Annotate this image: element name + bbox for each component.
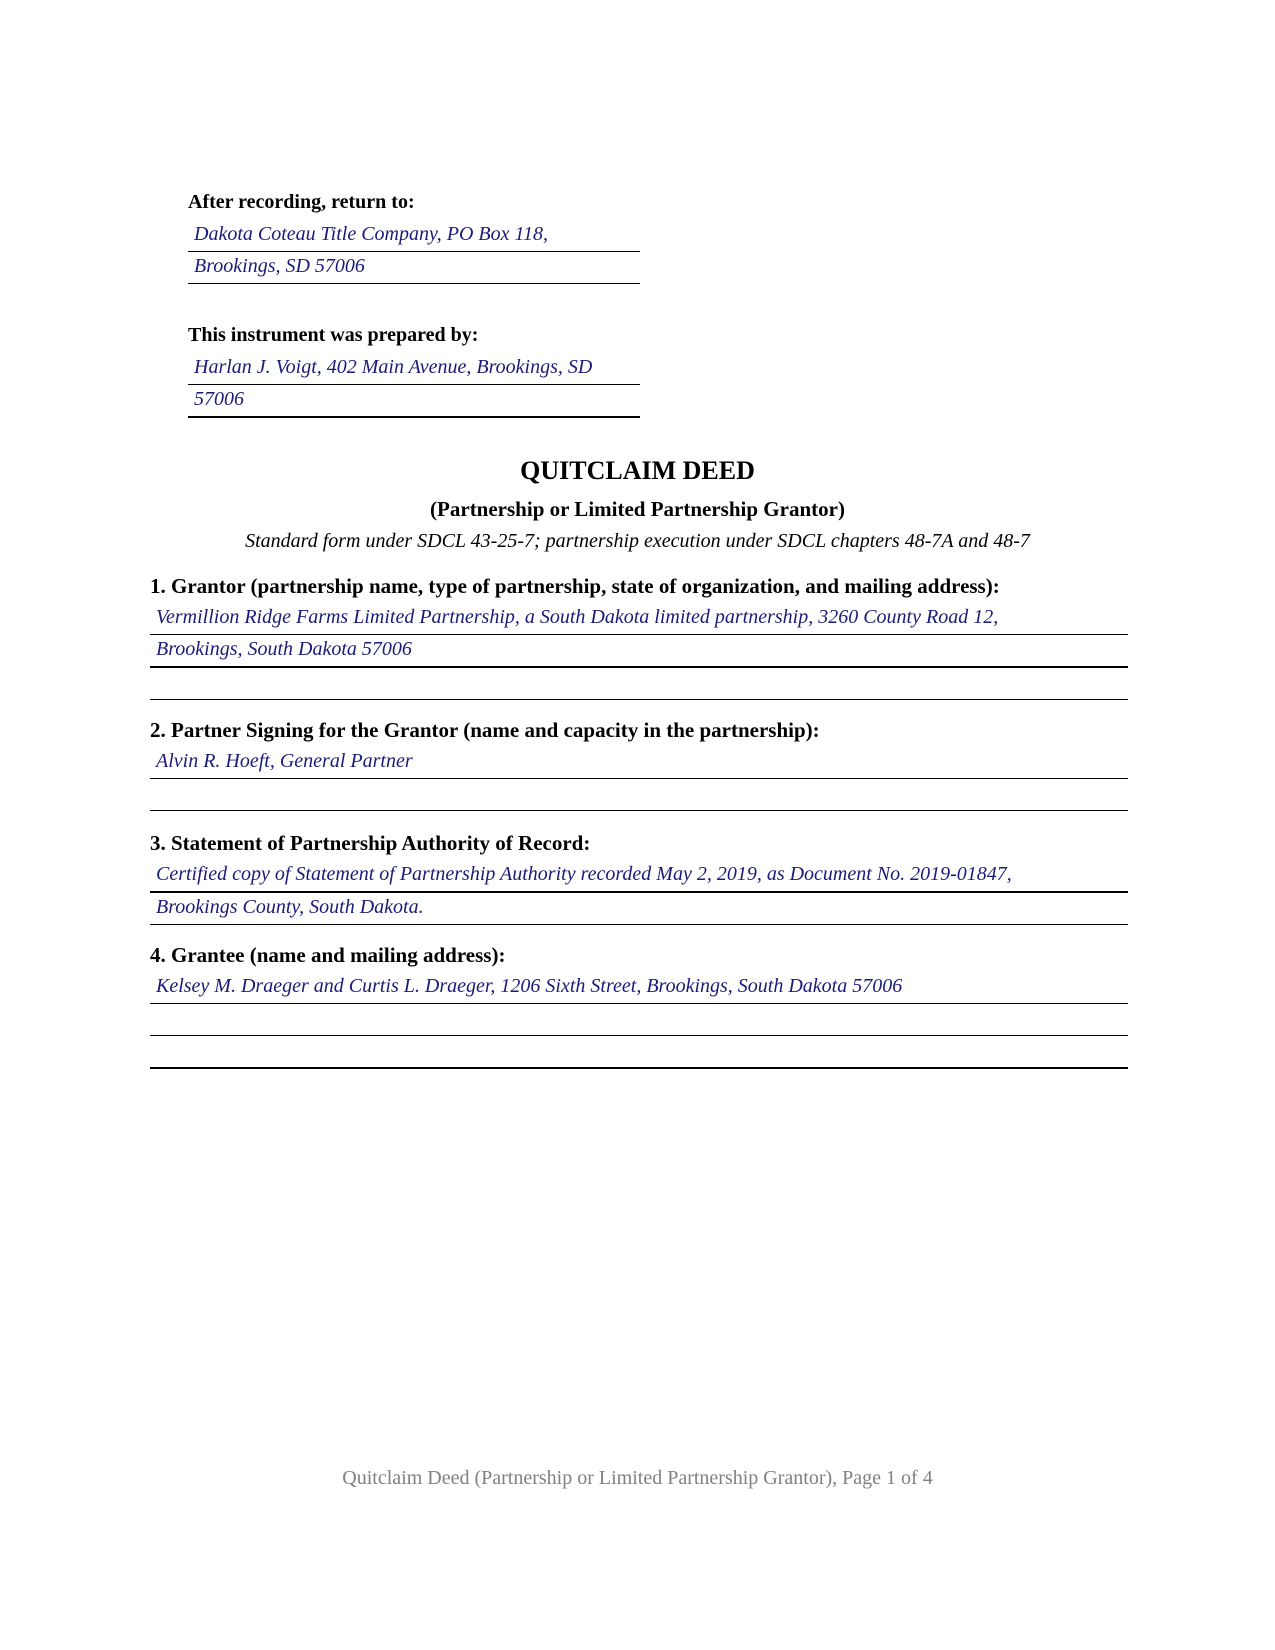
section-partner-heading: 2. Partner Signing for the Grantor (name and capacity in the partnership):: [150, 718, 820, 742]
grantee-line-2: [150, 1004, 1128, 1036]
document-subtitle: (Partnership or Limited Partnership Grantor): [430, 497, 845, 521]
standard-form-note: Standard form under SDCL 43-25-7; partnership execution under SDCL chapters 48-7A and 48-7: [245, 530, 1030, 552]
prepared-by-heading: This instrument was prepared by:: [188, 324, 479, 346]
prepared-by-block: [188, 323, 640, 418]
section-authority-heading: 3. Statement of Partnership Authority of Record:: [150, 831, 591, 855]
return-to-block: [188, 190, 640, 284]
section-grantee-heading: 4. Grantee (name and mailing address):: [150, 943, 506, 967]
return-to-text-1: Dakota Coteau Title Company, PO Box 118,: [194, 223, 549, 245]
grantee-text-1: Kelsey M. Draeger and Curtis L. Draeger, 1206 Sixth Street, Brookings, South Dakota 57006: [156, 975, 903, 997]
grantor-line-2: [150, 635, 1128, 668]
prepared-by-line-2: [188, 385, 640, 418]
authority-line-2: [150, 893, 1128, 925]
section-grantor: [150, 573, 1128, 700]
section-partner-signing: [150, 717, 1128, 811]
page-footer: Quitclaim Deed (Partnership or Limited Partnership Grantor), Page 1 of 4: [342, 1467, 933, 1489]
return-to-heading: After recording, return to:: [188, 191, 415, 213]
section-partnership-authority: [150, 830, 1128, 925]
grantee-line-1: [150, 972, 1128, 1004]
partner-line-2: [150, 779, 1128, 811]
authority-line-1: [150, 860, 1128, 893]
authority-text-1: Certified copy of Statement of Partnership Authority recorded May 2, 2019, as Document No. 2019-01847,: [156, 863, 1012, 885]
return-to-line-2: [188, 252, 640, 284]
authority-text-2: Brookings County, South Dakota.: [156, 896, 424, 918]
return-to-line-1: [188, 220, 640, 252]
return-to-text-2: Brookings, SD 57006: [194, 255, 365, 277]
partner-text-1: Alvin R. Hoeft, General Partner: [156, 750, 413, 772]
grantor-text-1: Vermillion Ridge Farms Limited Partnership, a South Dakota limited partnership, 3260 County Road 12,: [156, 606, 999, 628]
grantee-line-3: [150, 1036, 1128, 1069]
grantor-line-1: [150, 603, 1128, 635]
prepared-by-text-2: 57006: [194, 388, 244, 410]
section-grantor-heading: 1. Grantor (partnership name, type of partnership, state of organization, and mailing address):: [150, 574, 1000, 598]
prepared-by-line-1: [188, 353, 640, 385]
partner-line-1: [150, 747, 1128, 779]
grantor-text-2: Brookings, South Dakota 57006: [156, 638, 412, 660]
prepared-by-text-1: Harlan J. Voigt, 402 Main Avenue, Brookings, SD: [194, 356, 593, 378]
section-grantee: [150, 942, 1128, 1069]
document-title: QUITCLAIM DEED: [520, 456, 755, 485]
grantor-line-3: [150, 668, 1128, 700]
